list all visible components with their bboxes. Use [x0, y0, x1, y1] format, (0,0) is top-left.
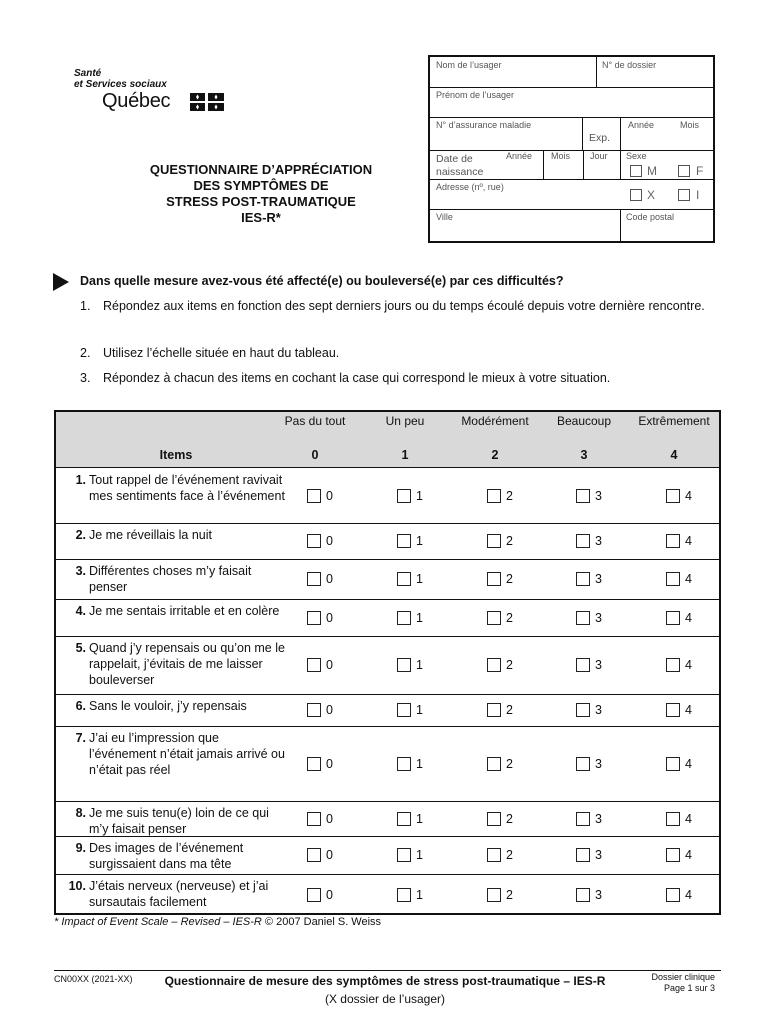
item-5-option-0[interactable] — [307, 658, 347, 672]
form-title — [96, 162, 426, 226]
title-line-1: QUESTIONNAIRE D’APPRÉCIATION — [149, 162, 373, 177]
item-5-option-2[interactable] — [487, 658, 527, 672]
row-divider — [56, 694, 719, 695]
option-value: 3 — [595, 611, 602, 625]
item-10-option-3[interactable] — [576, 888, 616, 902]
checkbox[interactable] — [307, 658, 321, 672]
item-3-option-4[interactable] — [666, 572, 706, 586]
item-5-option-3[interactable] — [576, 658, 616, 672]
option-value: 2 — [506, 611, 513, 625]
logo-line-1: Santé — [74, 68, 102, 79]
option-value: 0 — [326, 848, 333, 862]
item-4-option-4[interactable] — [666, 611, 706, 625]
option-value: 4 — [685, 572, 692, 586]
dossier-clinique-label: Dossier clinique — [651, 972, 715, 982]
footer-subtitle: (X dossier de l’usager) — [324, 992, 446, 1006]
checkbox[interactable] — [397, 703, 411, 717]
item-3-option-2[interactable] — [487, 572, 527, 586]
item-2-option-0[interactable] — [307, 534, 347, 548]
checkbox[interactable] — [307, 757, 321, 771]
option-value: 2 — [506, 812, 513, 826]
item-number: 7. — [75, 731, 86, 745]
option-value: 0 — [326, 611, 333, 625]
adresse-field[interactable]: Adresse (nº, rue) — [436, 182, 504, 192]
item-8-option-2[interactable] — [487, 812, 527, 826]
item-6-option-1[interactable] — [397, 703, 437, 717]
option-value: 0 — [326, 572, 333, 586]
option-value: 4 — [685, 489, 692, 503]
checkbox[interactable] — [576, 757, 590, 771]
checkbox[interactable] — [397, 888, 411, 902]
option-value: 2 — [506, 572, 513, 586]
footer-divider — [54, 970, 721, 971]
copyright-rest: © 2007 Daniel S. Weiss — [261, 916, 382, 928]
option-value: 1 — [416, 534, 423, 548]
item-7-option-1[interactable] — [397, 757, 437, 771]
jour-naissance-field[interactable]: Jour — [590, 151, 608, 161]
scale-value: 3 — [580, 448, 588, 462]
item-7-option-0[interactable] — [307, 757, 347, 771]
scale-label: Modérément — [461, 414, 529, 428]
checkbox[interactable] — [666, 534, 680, 548]
item-4-option-0[interactable] — [307, 611, 347, 625]
option-value: 0 — [326, 703, 333, 717]
ies-r-table — [54, 410, 721, 915]
annee-naissance-field[interactable]: Année — [506, 151, 533, 161]
scale-value: 2 — [491, 448, 499, 462]
nom-usager-field[interactable]: Nom de l’usager — [436, 60, 502, 70]
checkbox[interactable] — [487, 534, 501, 548]
option-value: 4 — [685, 611, 692, 625]
assurance-maladie-field[interactable]: N° d’assurance maladie — [436, 120, 532, 130]
title-line-4: IES-R* — [241, 210, 281, 225]
option-value: 0 — [326, 812, 333, 826]
checkbox[interactable] — [397, 812, 411, 826]
row-divider — [56, 559, 719, 560]
option-value: 1 — [416, 888, 423, 902]
sexe-label: Sexe — [626, 151, 647, 161]
checkbox[interactable] — [307, 534, 321, 548]
item-text: Sans le vouloir, j’y repensais — [89, 699, 247, 713]
scale-value: 4 — [670, 448, 678, 462]
checkbox[interactable] — [307, 489, 321, 503]
item-text: J’ai eu l’impression que l’événement n’était jamais arrivé ou n’était pas réel — [89, 731, 285, 777]
row-divider — [56, 726, 719, 727]
copyright-italic: * Impact of Event Scale – Revised – IES-R — [54, 916, 262, 928]
item-7-option-3[interactable] — [576, 757, 616, 771]
item-2-option-2[interactable] — [487, 534, 527, 548]
instruction-1 — [80, 297, 720, 333]
item-10-option-1[interactable] — [397, 888, 437, 902]
footer-title: Questionnaire de mesure des symptômes de stress post-traumatique – IES-R — [164, 974, 606, 988]
option-value: 4 — [685, 848, 692, 862]
checkbox[interactable] — [307, 812, 321, 826]
item-5-option-1[interactable] — [397, 658, 437, 672]
option-value: 1 — [416, 572, 423, 586]
instruction-3 — [80, 369, 720, 387]
form-code: CN00XX (2021-XX) — [54, 974, 133, 984]
scale-label: Beaucoup — [556, 414, 612, 428]
item-4-option-2[interactable] — [487, 611, 527, 625]
option-value: 1 — [416, 703, 423, 717]
option-value: 3 — [595, 848, 602, 862]
option-value: 2 — [506, 658, 513, 672]
option-value: 0 — [326, 489, 333, 503]
instruction-2 — [80, 344, 720, 362]
checkbox[interactable] — [487, 658, 501, 672]
item-number: 9. — [75, 841, 86, 855]
option-value: 4 — [685, 757, 692, 771]
sexe-x-checkbox[interactable] — [630, 189, 642, 201]
checkbox[interactable] — [307, 848, 321, 862]
checkbox[interactable] — [487, 812, 501, 826]
option-value: 3 — [595, 757, 602, 771]
page-number: Page 1 sur 3 — [663, 983, 715, 993]
quebec-logo — [74, 68, 234, 120]
item-10-option-4[interactable] — [666, 888, 706, 902]
checkbox[interactable] — [397, 658, 411, 672]
checkbox[interactable] — [397, 489, 411, 503]
arrow-right-icon — [52, 272, 70, 292]
option-value: 2 — [506, 888, 513, 902]
mois-exp-label: Mois — [680, 120, 700, 130]
option-value: 3 — [595, 489, 602, 503]
item-6-option-2[interactable] — [487, 703, 527, 717]
sexe-m-checkbox[interactable] — [630, 165, 642, 177]
code-postal-field[interactable]: Code postal — [626, 212, 675, 222]
checkbox[interactable] — [576, 703, 590, 717]
prenom-usager-field[interactable]: Prénom de l’usager — [436, 90, 515, 100]
checkbox[interactable] — [307, 703, 321, 717]
question-text: Dans quelle mesure avez-vous été affecté(e) ou bouleversé(e) par ces difficultés? — [80, 274, 564, 288]
checkbox[interactable] — [307, 572, 321, 586]
checkbox[interactable] — [487, 757, 501, 771]
sexe-m-label: M — [647, 164, 657, 178]
patient-info-box — [428, 55, 715, 243]
checkbox[interactable] — [397, 572, 411, 586]
scale-value: 1 — [401, 448, 409, 462]
title-line-3: STRESS POST-TRAUMATIQUE — [166, 194, 356, 209]
option-value: 4 — [685, 658, 692, 672]
checkbox[interactable] — [487, 888, 501, 902]
item-9-option-0[interactable] — [307, 848, 347, 862]
checkbox[interactable] — [397, 848, 411, 862]
item-4-option-1[interactable] — [397, 611, 437, 625]
checkbox[interactable] — [666, 703, 680, 717]
item-number: 1. — [75, 473, 86, 487]
option-value: 1 — [416, 611, 423, 625]
item-9-option-4[interactable] — [666, 848, 706, 862]
item-7-option-4[interactable] — [666, 757, 706, 771]
item-text: Différentes choses m’y faisait penser — [89, 564, 252, 594]
option-value: 3 — [595, 572, 602, 586]
checkbox[interactable] — [576, 489, 590, 503]
checkbox[interactable] — [487, 703, 501, 717]
scale-value: 0 — [311, 448, 319, 462]
option-value: 0 — [326, 534, 333, 548]
scale-label: Extrêmement — [638, 414, 710, 428]
option-value: 0 — [326, 658, 333, 672]
sexe-i-checkbox[interactable] — [678, 189, 690, 201]
item-number: 4. — [75, 604, 86, 618]
item-4-option-3[interactable] — [576, 611, 616, 625]
row-divider — [56, 523, 719, 524]
item-3-option-0[interactable] — [307, 572, 347, 586]
item-8-option-4[interactable] — [666, 812, 706, 826]
date-naissance-label: Date de naissance — [436, 153, 484, 178]
title-line-2: DES SYMPTÔMES DE — [193, 178, 329, 193]
checkbox[interactable] — [576, 812, 590, 826]
option-value: 4 — [685, 812, 692, 826]
item-1-option-1[interactable] — [397, 489, 437, 503]
checkbox[interactable] — [576, 572, 590, 586]
checkbox[interactable] — [487, 848, 501, 862]
instruction-number: 1. — [80, 299, 91, 313]
item-5-option-4[interactable] — [666, 658, 706, 672]
item-6-option-3[interactable] — [576, 703, 616, 717]
item-number: 5. — [75, 641, 86, 655]
instruction-text: Répondez aux items en fonction des sept derniers jours ou du temps écoulé depuis votre dernière rencontre. — [103, 299, 705, 313]
row-divider — [56, 599, 719, 600]
option-value: 2 — [506, 848, 513, 862]
option-value: 4 — [685, 703, 692, 717]
exp-label: Exp. — [589, 132, 611, 144]
checkbox[interactable] — [666, 848, 680, 862]
fleurdelise-flag-icon — [190, 93, 224, 111]
option-value: 3 — [595, 658, 602, 672]
item-10-option-0[interactable] — [307, 888, 347, 902]
sexe-x-label: X — [647, 188, 656, 202]
item-1-option-0[interactable] — [307, 489, 347, 503]
item-number: 10. — [68, 879, 86, 893]
item-text: Je me suis tenu(e) loin de ce qui m’y faisait penser — [89, 806, 269, 836]
item-number: 6. — [75, 699, 86, 713]
checkbox[interactable] — [397, 611, 411, 625]
annee-exp-label: Année — [628, 120, 655, 130]
item-text: Quand j’y repensais ou qu’on me le rappelait, j’évitais de me laisser bouleverser — [89, 641, 285, 687]
checkbox[interactable] — [576, 848, 590, 862]
item-text: Je me sentais irritable et en colère — [89, 604, 280, 618]
checkbox[interactable] — [487, 572, 501, 586]
item-8-option-0[interactable] — [307, 812, 347, 826]
item-3-option-1[interactable] — [397, 572, 437, 586]
item-number: 3. — [75, 564, 86, 578]
checkbox[interactable] — [397, 757, 411, 771]
item-text: Des images de l’événement surgissaient dans ma tête — [89, 841, 244, 871]
option-value: 1 — [416, 812, 423, 826]
mois-naissance-field[interactable]: Mois — [551, 151, 571, 161]
scale-label: Pas du tout — [284, 414, 346, 428]
item-8-option-3[interactable] — [576, 812, 616, 826]
option-value: 2 — [506, 757, 513, 771]
item-text: Tout rappel de l’événement ravivait mes sentiments face à l’événement — [89, 473, 285, 503]
item-10-option-2[interactable] — [487, 888, 527, 902]
checkbox[interactable] — [666, 572, 680, 586]
item-1-option-2[interactable] — [487, 489, 527, 503]
items-header: Items — [159, 448, 193, 462]
checkbox[interactable] — [307, 611, 321, 625]
checkbox[interactable] — [666, 658, 680, 672]
item-2-option-4[interactable] — [666, 534, 706, 548]
row-divider — [56, 874, 719, 875]
instruction-number: 2. — [80, 346, 91, 360]
table-header — [56, 412, 719, 468]
instruction-number: 3. — [80, 371, 91, 385]
checkbox[interactable] — [666, 888, 680, 902]
option-value: 1 — [416, 757, 423, 771]
item-number: 2. — [75, 528, 86, 542]
checkbox[interactable] — [666, 757, 680, 771]
checkbox[interactable] — [666, 611, 680, 625]
option-value: 3 — [595, 888, 602, 902]
option-value: 1 — [416, 658, 423, 672]
option-value: 4 — [685, 888, 692, 902]
option-value: 3 — [595, 703, 602, 717]
option-value: 2 — [506, 703, 513, 717]
checkbox[interactable] — [397, 534, 411, 548]
scale-label: Un peu — [385, 414, 425, 428]
checkbox[interactable] — [576, 888, 590, 902]
item-1-option-3[interactable] — [576, 489, 616, 503]
option-value: 4 — [685, 534, 692, 548]
option-value: 2 — [506, 534, 513, 548]
logo-line-2: et Services sociaux — [74, 79, 167, 90]
item-6-option-0[interactable] — [307, 703, 347, 717]
option-value: 1 — [416, 489, 423, 503]
item-6-option-4[interactable] — [666, 703, 706, 717]
sexe-f-checkbox[interactable] — [678, 165, 690, 177]
checkbox[interactable] — [666, 812, 680, 826]
item-7-option-2[interactable] — [487, 757, 527, 771]
instruction-text: Répondez à chacun des items en cochant la case qui correspond le mieux à votre situation. — [103, 371, 611, 385]
item-8-option-1[interactable] — [397, 812, 437, 826]
checkbox[interactable] — [666, 489, 680, 503]
option-value: 3 — [595, 534, 602, 548]
numero-dossier-field[interactable]: N° de dossier — [602, 60, 657, 70]
item-text: J’étais nerveux (nerveuse) et j’ai sursautais facilement — [89, 879, 269, 909]
checkbox[interactable] — [576, 611, 590, 625]
option-value: 2 — [506, 489, 513, 503]
sexe-f-label: F — [696, 164, 704, 178]
sexe-i-label: I — [696, 188, 700, 202]
checkbox[interactable] — [307, 888, 321, 902]
item-2-option-1[interactable] — [397, 534, 437, 548]
option-value: 1 — [416, 848, 423, 862]
row-divider — [56, 801, 719, 802]
item-3-option-3[interactable] — [576, 572, 616, 586]
option-value: 0 — [326, 757, 333, 771]
checkbox[interactable] — [487, 611, 501, 625]
item-9-option-2[interactable] — [487, 848, 527, 862]
item-1-option-4[interactable] — [666, 489, 706, 503]
logo-line-3: Québec — [102, 90, 171, 112]
checkbox[interactable] — [576, 534, 590, 548]
item-9-option-3[interactable] — [576, 848, 616, 862]
footer-page-info — [620, 972, 715, 994]
item-9-option-1[interactable] — [397, 848, 437, 862]
item-2-option-3[interactable] — [576, 534, 616, 548]
instruction-text: Utilisez l’échelle située en haut du tableau. — [103, 346, 340, 360]
checkbox[interactable] — [487, 489, 501, 503]
option-value: 3 — [595, 812, 602, 826]
item-number: 8. — [75, 806, 86, 820]
ville-field[interactable]: Ville — [436, 212, 453, 222]
row-divider — [56, 636, 719, 637]
option-value: 0 — [326, 888, 333, 902]
checkbox[interactable] — [576, 658, 590, 672]
copyright-note — [54, 916, 381, 928]
item-text: Je me réveillais la nuit — [89, 528, 212, 542]
